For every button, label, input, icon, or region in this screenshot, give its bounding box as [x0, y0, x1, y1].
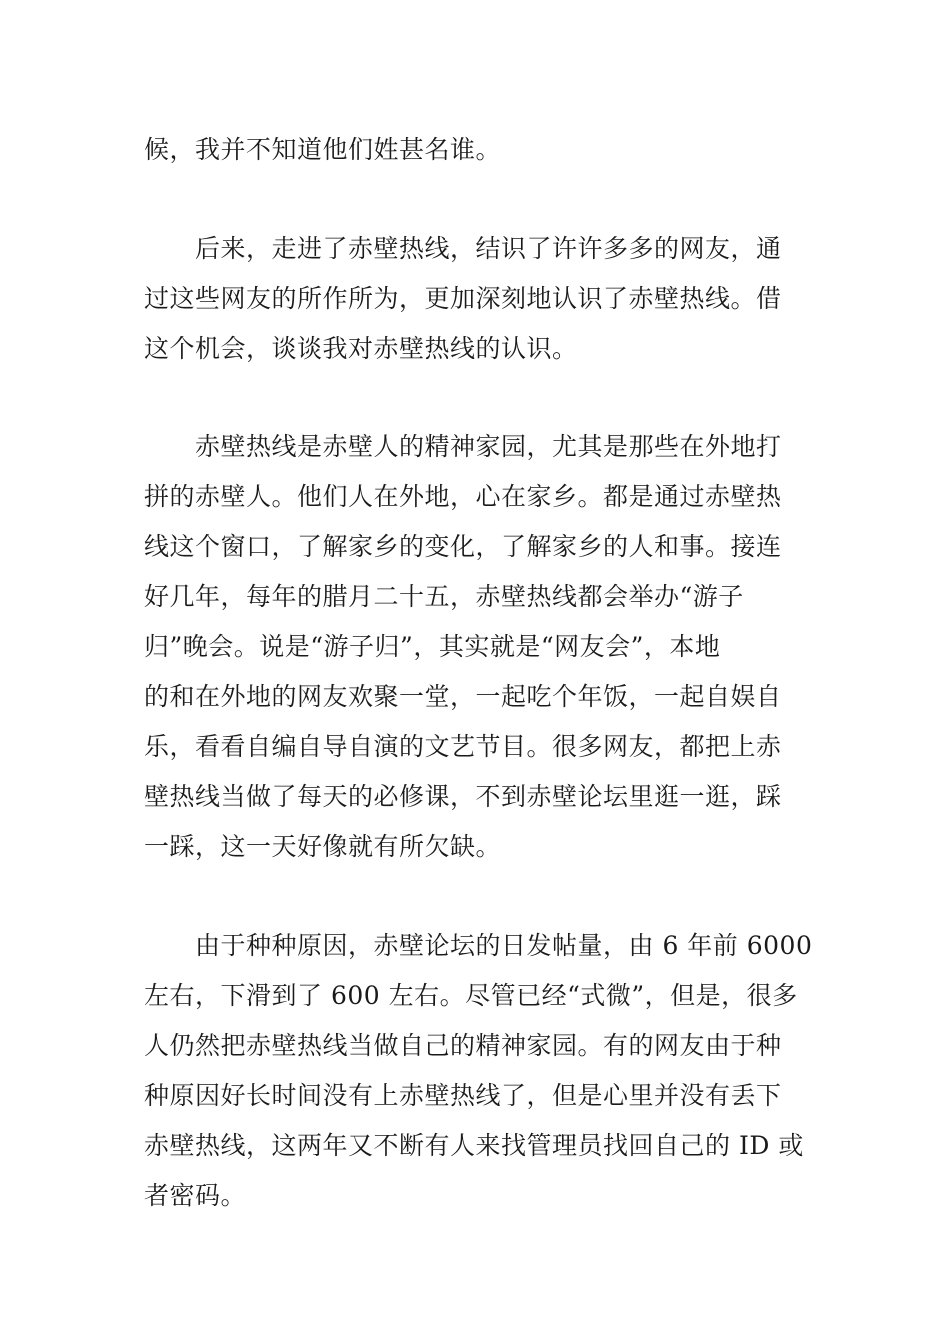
paragraph-2-line-1: 后来，走进了赤壁热线，结识了许许多多的网友，通: [144, 234, 782, 263]
paragraph-3-line-2: 拼的赤壁人。他们人在外地，心在家乡。都是通过赤壁热: [144, 482, 782, 511]
paragraph-4-line-2: 左右，下滑到了 600 左右。尽管已经“式微”，但是，很多: [144, 981, 798, 1010]
paragraph-3-line-9: 一踩，这一天好像就有所欠缺。: [144, 832, 502, 861]
paragraph-2-line-2: 过这些网友的所作所为，更加深刻地认识了赤壁热线。借: [144, 284, 782, 313]
paragraph-3-line-3: 线这个窗口，了解家乡的变化，了解家乡的人和事。接连: [144, 532, 782, 561]
paragraph-3-line-4: 好几年，每年的腊月二十五，赤壁热线都会举办“游子: [144, 582, 744, 611]
paragraph-3-line-5: 归”晚会。说是“游子归”，其实就是“网友会”，本地: [144, 632, 721, 661]
paragraph-3-line-6: 的和在外地的网友欢聚一堂，一起吃个年饭，一起自娱自: [144, 682, 782, 711]
paragraph-3-line-1: 赤壁热线是赤壁人的精神家园，尤其是那些在外地打: [144, 432, 782, 461]
paragraph-4-line-4: 种原因好长时间没有上赤壁热线了，但是心里并没有丢下: [144, 1081, 782, 1110]
paragraph-1-line-1: 候，我并不知道他们姓甚名谁。: [144, 135, 502, 164]
paragraph-3-line-7: 乐，看看自编自导自演的文艺节目。很多网友，都把上赤: [144, 732, 782, 761]
paragraph-4-line-6: 者密码。: [144, 1181, 247, 1210]
paragraph-2-line-3: 这个机会，谈谈我对赤壁热线的认识。: [144, 334, 578, 363]
paragraph-4-line-5: 赤壁热线，这两年又不断有人来找管理员找回自己的 ID 或: [144, 1131, 804, 1160]
paragraph-3-line-8: 壁热线当做了每天的必修课，不到赤壁论坛里逛一逛，踩: [144, 782, 782, 811]
paragraph-4-line-1: 由于种种原因，赤壁论坛的日发帖量，由 6 年前 6000: [144, 931, 813, 960]
paragraph-4-line-3: 人仍然把赤壁热线当做自己的精神家园。有的网友由于种: [144, 1031, 782, 1060]
